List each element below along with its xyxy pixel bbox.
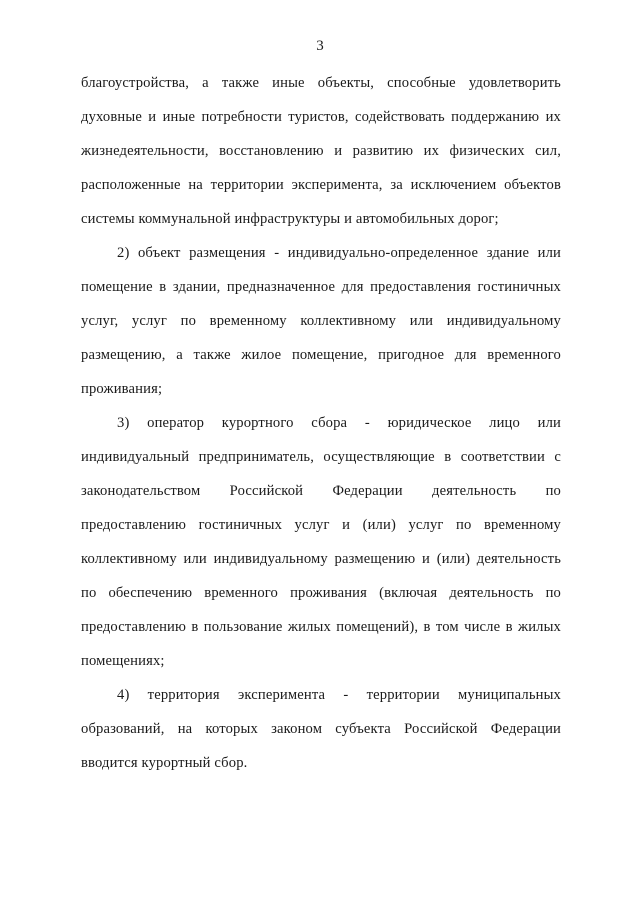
paragraph-continuation: благоустройства, а также иные объекты, способные удовлетворить духовные и иные потребности туристов, содействовать поддержанию их жизнедеятельности, восстановлению и развитию их физических сил, расположенные на территории эксперимента, за исключением объектов системы коммунальной инфраструктуры и автомобильных дорог; <box>81 75 561 227</box>
paragraph-item-3: 3) оператор курортного сбора - юридическое лицо или индивидуальный предприниматель, осуществляющие в соответствии с законодательством Российской Федерации деятельность по предоставлению гостиничных услуг и (или) услуг по временному коллективному или индивидуальному размещению и (или) деятельность по обеспечению временного проживания (включая деятельность по предоставлению в пользование жилых помещений), в том числе в жилых помещениях; <box>81 415 561 669</box>
paragraph-item-2: 2) объект размещения - индивидуально-определенное здание или помещение в здании, предназначенное для предоставления гостиничных услуг, услуг по временному коллективному или индивидуальному размещению, а также жилое помещение, пригодное для временного проживания; <box>81 245 561 397</box>
paragraph-item-4: 4) территория эксперимента - территории муниципальных образований, на которых законом субъекта Российской Федерации вводится курортный сбор. <box>81 687 561 771</box>
document-body <box>81 66 561 780</box>
page-number: 3 <box>316 38 324 54</box>
